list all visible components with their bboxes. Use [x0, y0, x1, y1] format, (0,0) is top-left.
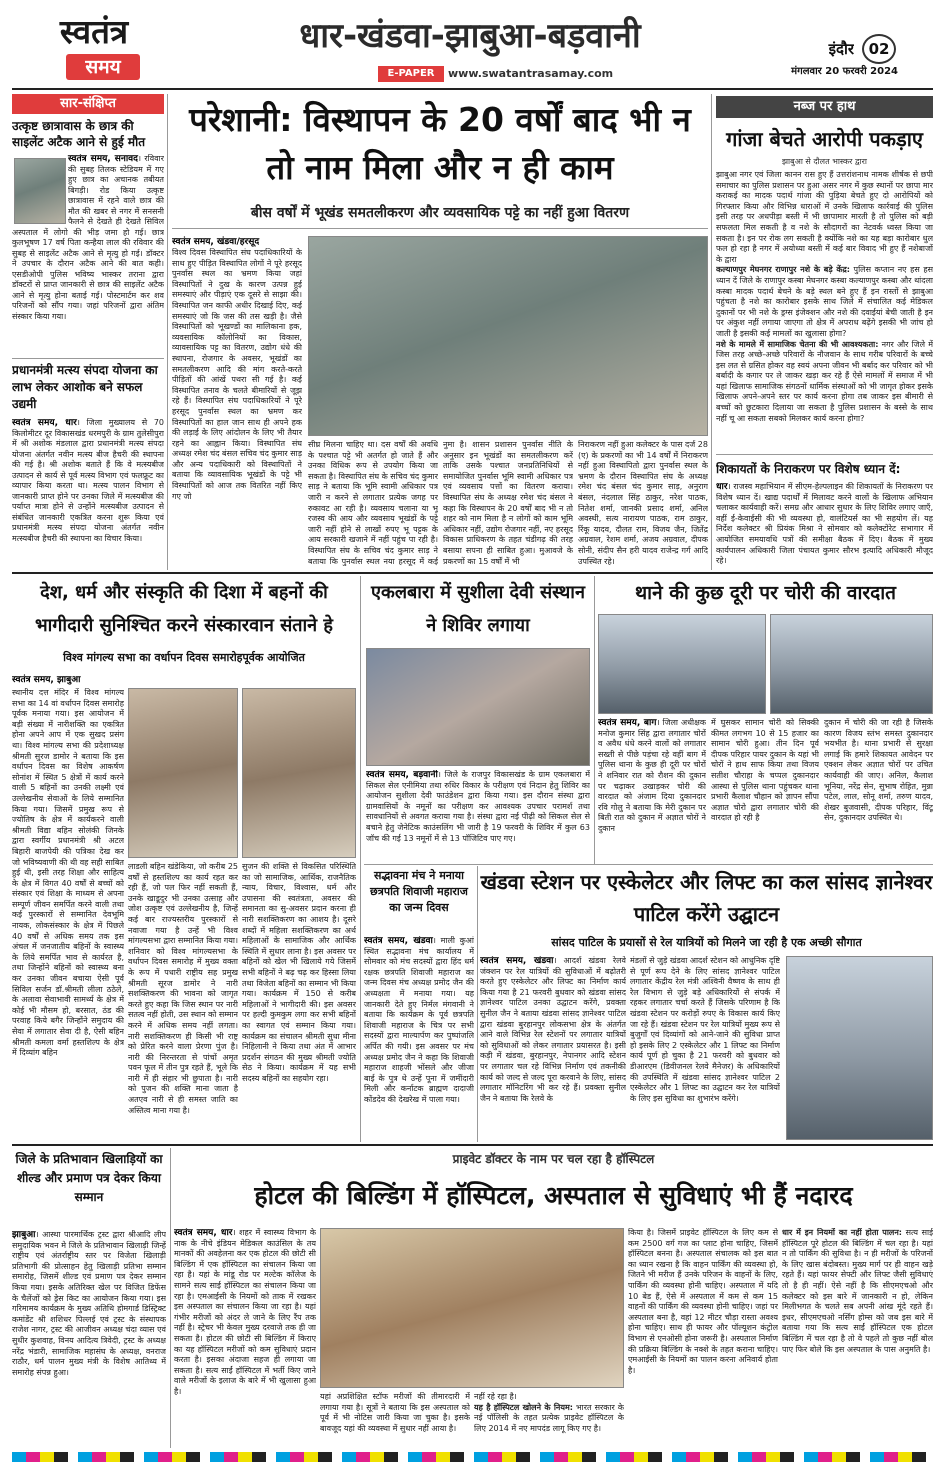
station-subhead: सांसद पाटिल के प्रयासों से रेल यात्रियों को मिलने जा रही है एक अच्छी सौगात	[551, 936, 862, 949]
women-col1: स्थानीय दत्त मंदिर में विश्व मांगल्य सभा का 14 वां वर्धापन दिवस समारोह पूर्वक मनाया गया। इस आयोजन में बड़ी संख्या में नारीशक्ति का एकत्रित होना अपने आप में एक सुखद प्रसंग था। विश्व मांगल्य सभा की प्रदेशाध्यक्ष श्रीमती सुरज डामोर ने बताया कि इस वर्धापन दिवस का विशेष आकर्षण सोनांश में स्थित 5 क्षेत्रों में कार्य करने वाली 5 बहिनों का उनकी लक्ष्मी एवं उल्लेखनीय सेवाओं के लिये सम्मानित किया गया। जिसमें प्रमुख रूप से ज्योतिष के क्षेत्र में कार्यकरने वाली श्रीमती विद्या बहिन सोलंकी जिनके द्वारा स्वर्गीय प्रधानमंत्री श्री अटल बिहारी बाजपेयी की पत्रिका देख कर जो भविष्यवाणी की थी वह सही साबित हुई थी, इसी तरह शिक्षा और साहित्य के क्षेत्र में विगत 40 वर्षों से बच्चों को संस्कार एवं शिक्षा के माध्यम से अपना सम्पूर्ण जीवन समर्पित करने वाली तथा कई पुरस्कारों से सम्मानित देवभूमि नायक, लोकसंस्कार के क्षेत्र में पिछले 40 वर्षों से अधिक समय तक इस अंचल में जनजातीय बहिनों के स्वास्थ्य के लिये समर्पित भाव से कार्यरत है, तथा जिन्होंने बहिनों को स्वास्थ्य बना कर उनका जीवन बचाया ऐसी पूर्व सिविल सर्जन डॉ.श्रीमती लीला ठठेले, के अलावा सेवाभावी सामर्थ्य के क्षेत्र में कोई भी मौसम हो, बरसात, ठंड की परवाह किये बगैर जिन्होंने समुदाय की सेवा में लगातार सेवा दी है, ऐसी बहिन श्रीमती कमला वर्मा हस्तशिल्प के क्षेत्र में दिव्यांग बहिन	[12, 688, 124, 1058]
escalator-photo	[786, 956, 933, 1140]
hospital-col5	[782, 1228, 933, 1448]
lead-rule	[172, 228, 708, 229]
crime-body3-lead: नशे के मामले में सामाजिक चेतना की भी आवश्यकता:	[716, 339, 879, 349]
sidebar-story1-body	[12, 154, 164, 354]
color-strip	[12, 1452, 933, 1462]
logo-top: स्वतंत्र	[59, 12, 129, 51]
crime-label: नब्ज पर हाथ	[716, 96, 933, 118]
theft-col1-text: । जिला अधीक्षक मनोज कुमार सिंह द्वारा लगातार चोरों व अवैध धंधे करने वालों को लगातार सख्ती से पीछे पड़ंचा रहे वहीं बाग में पुलिस थाना के कुछ ही दूरी पर चोरों ने शनिवार रात को रौशन की दुकान पर चढ़ाकर उखाड़कर चोरी की वारदात को अंजाम दिया दुकानदार रवि गोलु ने बताया कि मेरी दुकान पर बिती रात को दुकान में अज्ञात चोरों ने दुकान	[598, 718, 706, 833]
sports-body	[12, 1230, 166, 1448]
crime-body1: झाबुआ नगर एवं जिला कानन रास हुए हैं उत्तरांशनाथ नामक शीर्षक से छपी समाचार का पुलिस प्रशासन पर हुआ असर नगर में कुछ स्थानों पर छापा मार कराकई का मादक पदार्थ गांजा की पुड़िया बेचते हुए दो आरोपियों को गिरफ्तार किया और विभिन्न धाराओं में उनके खिलाफ कार्रवाई की पुलिस इसी तरह पर अधपीड़ा बस्ती में भी छापामार मारती है तो पुलिस को बड़ी सफलता मिल सकती है व नशे के सौदागरों का नेटवर्क ध्वस्त किया जा सकता है। इन पर रोक लग सकती है क्योंकि नशे का यह बड़ा कारोबार धुल फल हो रहा है नगर में अयोध्या बस्ती में कई बार विवाद भी हुए हैं नशेबाजों के द्वारा	[716, 170, 933, 264]
ekalbara-photo	[366, 648, 590, 766]
shivaji-vrule	[477, 866, 478, 1142]
theft-byline: स्वतंत्र समय, बाग	[598, 718, 657, 728]
theft-divider	[480, 864, 933, 865]
lead-photo	[308, 236, 708, 436]
women-photo-audience	[242, 688, 356, 858]
hospital-col3	[474, 1392, 624, 1448]
row2-rule	[12, 1144, 933, 1146]
lead-col4: निराकरण नहीं हुआ कलेक्टर के पास दर्ज 28 (ए) के प्रकरणों का भी 14 वर्षों में निराकरण नहीं हुआ विस्थापितो द्वारा पुनर्वास स्थल के भ्रमण के दौरान विस्थापित संघ के अध्यक्ष रमेश चंद बंसल चंद कुमार साड़, अनुराग बंसल, नंदलाल सिंह ठाकुर, नरेश पाठक, नितेश शर्मा, जानकी प्रसाद शर्मा, अनिल अवस्थी, सत्य नारायण पाठक, राम ठाकुर, रिंकू यादव, दौलत राम, विजय जैन, जितेंद्र अग्रवाल, रेशम शर्मा, अजय अग्रवाल, दीपक सोनी, संदीप सैन हरी यादव राजेन्द्र गर्ग आदि उपस्थित रहे।	[578, 440, 708, 566]
station-col1	[480, 956, 626, 1140]
crime-body3: नगर और जिले में जिस तरह अच्छे-अच्छे परिवारों के नौजवान के साथ गरीब परिवारों के बच्चे इस लत से ग्रसित होकर वह स्वयं अपना जीवन भी बर्बाद कर परिवार को भी बर्बादी के कगार पर ले जाकर खड़ा कर रहे हैं ऐसे मामलों में समाज में भी यहां खिलाफ सामाजिक संगठनों धार्मिक संस्थाओं को भी जागृत होकर इसके खिलाफ अपने-अपने स्तर पर कार्य करना होगा तब जाकर इस बीमारी से बच्चों को छुटकारा दिलाया जा सकता है पुलिस प्रशासन के बस्से के साथ नहीं चू आ सकता सबको मिलकर कार्य करना होगा?	[716, 339, 933, 423]
station-col2: मंडलों से जुड़े खंडवा आदर्श स्टेशन को आधुनिक दृष्टि से पूर्ण रूप देने के लिए सांसद ज्ञानेश्वर पाटिल लगातार केंद्रीय रेल मंत्री अश्विनी वैष्णव के साथ ही रेल विभाग से जुड़े बड़े अधिकारियों से संपर्क में रहकर लगातार चर्चा करते हैं जिसके परिणाम है कि खंडवा स्टेशन पर करोड़ों रुपए के विकास कार्य किए जा रहे हैं। खंडवा स्टेशन पर रेल यात्रियों मुख्य रूप से बुजुर्गों एवं दिव्यांगों को आने-जाने की सुविधा प्राप्त हो इसके लिए 2 एस्केलेटर और 1 लिफ्ट का निर्माण कार्य पूर्ण हो चुका है 21 फरवरी को बुधवार को डीआरएम (डिवीजनल रेलवे मैनेजर) के अधिकारियों की उपस्थिति में खंडवा सांसद ज्ञानेश्वर पाटिल 2 एस्केलेटर और 1 लिफ्ट का उद्घाटन कर रेल यात्रियों के लिए इस सुविधा का शुभारंभ करेंगे।	[630, 956, 780, 1103]
ekalbara-vrule	[594, 576, 595, 864]
station-headline: खंडवा स्टेशन पर एस्केलेटर और लिफ्ट का कल सांसद ज्ञानेश्वर पाटिल करेंगे उद्घाटन	[480, 870, 933, 926]
lead-col3: नुमा है। शासन प्रशासन पुनर्वास नीति के अनुसार इन भूखंडों का समतलीकरण करें ताकि उसके पश्चात जनप्रतिनिधियों से समायोजित पुनर्वास भूमि स्वामी अधिकार पत्र एवं व्यवसाय पत्तों का वितरण कराया। विस्थापित संघ के अध्यक्ष रमेश चंद बंसल ने कहा कि विस्थापन के 20 वर्षों बाद भी न तो शहर को नाम मिला है न लोगों को काम भूमि अधिकार नहीं, उद्योग रोजगार नहीं, नए हरसूद विकास प्राधिकरण के तहत चंडीगढ़ की तरह बसाया सपना ही साबित हुआ। मुआवजे के प्रकरणों का 15 वर्षों में भी	[443, 440, 573, 566]
lead-col2: सीघ्र मिलना चाहिए था। दस वर्षों की अवधि के पश्चात पट्टे भी अतर्गत हो जाते हैं और उनका विधिक रूप से उपयोग किया जा सकता है। विस्थापित संघ के सचिव चंद कुमार साड़ ने बताया कि भूमि स्वामी अधिकार पत्र जारी न करने से लगातार प्रत्येक जगह पर रुकावट आ रही है। व्यवसाय चलाना या भू रजस्व की आय और व्यवसाय भूखंडों के पट्टे जारी नहीं होने से लाखों रुपए भू पट्टक के आय सरकारी खजाने में नहीं पहुंच पा रही है। विस्थापित संघ के सचिव चंद कुमार साड़ ने बताया कि पुनर्वास स्थल नया हरसूद में कई	[308, 440, 438, 566]
sidebar-story1-headline: उत्कृष्ट छात्रावास के छात्र की साइलेंट अटैक आने से हुई मौत	[12, 119, 146, 149]
sidebar-story2-byline: स्वतंत्र समय, धार	[12, 418, 77, 428]
theft-col3: दुकान में चोरी की जा रही है जिसके कारण विजय स्तंभ समस्त दुकानदार भयभीत है। थाना प्रभारी से सुरक्षा लगाई कि हमारे शिकायत आवेदन पर एक्शन लेकर अज्ञात चोरों पर उचित कार्यवाही की जाए। अनिल, कैलाश भूनिया, नरेंद्र सेन, सुभाष रोहित, मुन्ना पटेल, लाल, सोनू शर्मा, तरुण यादव, शेखर बुजवासी, दीपक परिहार, विंटू सेन, दुकानदार उपस्थित थे।	[824, 718, 933, 823]
sports-vrule	[170, 1148, 171, 1448]
crime-byline: झाबुआ से दौलत भास्कर द्वारा	[782, 157, 867, 166]
row1-rule	[12, 572, 933, 574]
lead-col1: विश्व दिवस विस्थापित संघ पदाधिकारियों के साथ हुए पीड़ित विस्थापित लोगों ने पूरे हरसूद पुनर्वास स्थल का भ्रमण किया जहां विस्थापितों ने दुख के कारण उत्पन्न हुई समस्याएं और पीड़ाएं एक दूसरे से साझा की। विस्थापित जन काफी अधीर दिखाई दिए, कई समस्याएं जो कि जस की तस खड़ी है। जैसे विस्थापितों को भूखण्डों का मालिकाना हक, व्यवसायिक कॉलोनियों का विकास, व्यावसायिक पट्ट का वितरण, उद्योग धंधे की स्थापना, रोजगार के अवसर, भूखंडों का समतलीकरण आदि की मांग करते-करते पीड़ितों की आंखें पथरा सी गई है। कई विस्थापित तनाव के चलते बीमारियों से जूझ रहे हैं। विस्थापित संघ पदाधिकारियों ने पूरे हरसूद पुनर्वास स्थल का भ्रमण कर विस्थापितों का हाल जान साथ ही अपने हक की लड़ाई के लिए आंदोलन के लिए भी तैयार रहने का आह्वान किया। विस्थापित संघ अध्यक्ष रमेश चंद बंसल सचिव चंद कुमार साड़ और अन्य पदाधिकारी को विस्थापितों ने बताया कि व्यावसायिक भूखंडों के पट्टे भी विस्थापितों को आज तक वितरित नहीं किए गए जो	[172, 248, 302, 501]
complaint-text: । राजस्व महाभियान में सीएम-हेल्पलाइन की शिकायतों के निराकरण पर विशेष ध्यान दें। खाद्य पदार्थों में मिलावट करने वालों के खिलाफ अभियान चलाकर कार्यवाही करें। समग्र और आधार सुधार के लिए शिविर लगाए जाएँ, वहीं ई-केवाईसी की भी व्यवस्था हो, वालंटियर्स का भी सहयोग लें। यह निर्देश कलेक्टर श्री प्रियंक मिश्रा ने सोमवार को कलेक्टोरेट सभागार में आयोजित समयावधि पत्रों की समीक्षा बैठक में दिए। बैठक में मुख्य कार्यपालन अधिकारी जिला पंचायत कुमार सौरभ इत्यादि अधिकारी मौजूद रहे।	[716, 482, 933, 566]
theft-col2: में घुसकर सामान चोरी को सिक्की कीमत लगभग 10 से 15 हजार का सामान चोरी हुआ। तीन दिन पूर्व दीपक परिहार पायर दुकान के यहां भी चोरों ने हाथ साफ किया तथा विजय सतीश चौराहा के चप्पल दुकानदार आस्था से पुलिस थाना पहुंचकर थाना प्रभारी कैलाश चौहान को ज्ञापन सौंपा अज्ञात चोरो द्वारा लगातार चोरी की वारदात हो रही है	[711, 718, 819, 823]
masthead	[0, 0, 945, 88]
sports-text: । आस्था पारमार्थिक ट्रस्ट द्वारा श्रीआदि लीप समुदायिक भवन मे जिले के प्रतिभावान खिलाड़ी जिन्हें राष्ट्रीय एवं अंतर्राष्ट्रीय स्तर पर विजेता खिलाड़ी प्रतिभागी की प्रोत्साहन हेतु खिलाड़ी प्रतिभा सम्मान समारोह, जिसमें शील्ड एवं प्रमाण पत्र देकर सम्मान किया गया। इसके अतिरिक्त खेल पर विजित डिफेंस के चैलेंजों को ड्रेस किट का आयोजन किया गया। इस गरिमामय कार्यक्रम के मुख्य अतिथि होमगार्ड डिस्ट्रिक्ट कमांडेंट श्री शशिधर पिल्लई एवं ट्रस्ट के संस्थापक राजेश नागर, ट्रस्ट की आजीवन अध्यक्ष चंदा व्यास एवं सुधीर कुशवाह, विनय आदित्य त्रिवेदी, ट्रस्ट के अध्यक्ष नरेंद्र भंडारी, सामाजिक महासंघ के अध्यक्ष, वनराज राठौर, धर्म पालन मुख्य मंत्री के विशेष आतिथ्य में समारोह संपन्न हुआ।	[12, 1230, 166, 1377]
lead-byline: स्वतंत्र समय, खंडवा/हरसूद	[172, 237, 260, 247]
hospital-col2: यहां अप्रशिक्षित स्टॉफ मरीजों की तीमारदारी में लगाया गया है। सूत्रों ने बताया कि इस अस्पताल को पूर्व में भी नोटिस जारी किया जा चुका है। इसके बावजूद यहां की व्यवस्था में सुधार नहीं आया है।	[320, 1392, 470, 1433]
page-number: 02	[862, 34, 896, 64]
women-subhead: विश्व मांगल्य सभा का वर्धापन दिवस समारोहपूर्वक आयोजित	[63, 651, 305, 664]
ekalbara-body	[366, 770, 590, 862]
hospital-col3-text: नहीं रहे रहा है।	[474, 1392, 517, 1401]
hospital-col5-text: सत्य साई हॉस्पिटल पूरे होटल की बिल्डिंग में चल रहा है। यहां न तो पार्किंग की सुविधा है। न ही मरीजों के परिजनों के लिए खास बंदोबस्त। मुख्य मार्ग पर ही वाहन खड़े रहते हैं। यहां फायर सेफ्टी और लिफ्ट जैसी सुविधाएं तो है ही नहीं। ऐसे नहीं है कि सीएमएचओ और कलेक्टर को इस बारे में जानकारी न हो, लेकिन मिलीभगत के चलते सब अपनी आंख मूंदे रहते हैं। इधर, सीएमएचओ नर्सिंग होम्स को जब इस बारे में बताया गया कि सत्य साईं हॉस्पिटल एक होटल बिल्डिंग में चल रहा है तो वे पहले तो कुछ नहीं बोल पाए फिर बोले कि इस अस्पताल के पास अनुमति है।	[782, 1228, 933, 1354]
complaint-byline: धार	[716, 482, 728, 492]
theft-photo-right	[770, 614, 933, 714]
shivaji-headline: सद्भावना मंच ने मनाया छत्रपति शिवाजी महाराज का जन्म दिवस	[370, 869, 468, 914]
sidebar-story2-headline: प्रधानमंत्री मत्स्य संपदा योजना का लाभ लेकर आशोक बने सफल उद्यमी	[12, 363, 158, 411]
hospital-col3-body: भारत सरकार के नई पॉलिसी के तहत प्रत्येक प्राइवेट हॉस्पिटल के लिए 2014 में नए मापदंड लागू किए गए है।	[474, 1402, 624, 1433]
hospital-headline: होटल की बिल्डिंग में हॉस्पिटल, अस्पताल से सुविधाएं भी हैं नदारद	[254, 1181, 853, 1210]
women-col3: सुजन की शक्ति से विकसित परिस्थिति का जो सामाजिक, आर्थिक, राजनैतिक न्याय, विचार, विश्वास, धर्म और उपासना की स्वतंत्रता, अवसर की समानता का सु-अवसर प्रदान करना ही नारी सशक्तिकरण का आशय है। दूसरे शब्दों में महिला सशक्तिकरण का अर्थ महिलाओं के सामाजिक और आर्थिक स्थिति में सुधार लाना है। इस अवसर पर बहिनों को खेल भी खिलाये गये जिसमें सभी बहिनों ने बढ़ चढ़ कर हिस्सा लिया तथा विजेता बहिनों का सम्मान भी किया गया। कार्यक्रम में 150 से करीब महिलाओं ने भागीदारी की। इस अवसर पर हल्दी कुमकुम लगा कर सभी बहिनों का स्वागत एवं सम्मान किया गया। कार्यक्रम का संचालन श्रीमती सुधा मीना निहिलानी ने किया तथा अंत में आभार प्रदर्शन संगठन की मुख्य श्रीमती ज्योति सेठ ने किया। कार्यक्रम में यह सभी सदस्य बहिनों का सहयोग रहा।	[242, 862, 356, 1083]
theft-photo-left	[598, 614, 766, 714]
edition-title: धार-खंडवा-झाबुआ-बड़वानी	[299, 16, 641, 56]
sidebar-story2-text: । जिला मुख्यालय से 70 किलोमीटर दूर विकासखंड धरमपुरी के ग्राम तुलेसीपुरा में श्री अशोक मंडलाल द्वारा प्रधानमंत्री मत्स्य संपदा योजना अंतर्गत नवीन मत्स्य बीज हैचरी की स्थापना की गई है। श्री अशोक बताते हैं कि वे मत्स्यबीज उत्पादन से कार्य से पूर्व मत्स्य विभाग एवं फलफ्रूट का व्यापार किया करता था। मत्स्य पालन विभाग से जानकारी प्राप्त होने पर उनका जिले में मत्स्यबीज की पर्याप्त मात्रा होने से उन्होंने मत्स्यबीज उत्पादन से संबंधित जानकारी एकत्रित करना शुरू किया एवं प्रधानमंत्री मत्स्य संपदा योजना अंतर्गत नवीन मत्स्यबीज हैचरी की स्थापना का विचार किया।	[12, 418, 164, 543]
station-byline: स्वतंत्र समय, खंडवा	[480, 956, 554, 966]
hospital-col1	[174, 1228, 316, 1448]
site-url[interactable]: www.swatantrasamay.com	[448, 67, 614, 80]
sidebar-story1-text: । रविवार की सुबह तिलक स्टेडियम में गए हुए छात्र का अचानक तबीयत बिगड़ी। रोड किया उत्कृष्ट छात्रावास में रहने वाले छात्र की मौत की खबर से नगर में सनसनी फैलने से देखते ही देखते सिविल अस्पताल में लोगो की भीड़ जमा हो गई। छात्र कुलभूषण 17 वर्ष पिता कन्हैया लाल की रविवार की सुबह से साइलेंट अटैक आने से मृत्यु हो गई। डॉक्टर ने उपचार के दौरान अटैक आने की बात कही। एसडीओपी पुलिस भविष्य भास्कर तराना द्वारा डॉक्टरों से प्राप्त जानकारी से छात्र की साइलेंट अटैक आने से मृत्यु होना बताई गई। पोस्टमार्टम कर शव परिजनों को सौंप गया। जहां परिजनों द्वारा अंतिम संस्कार किया गया।	[12, 154, 164, 321]
lead-subhead: बीस वर्षों में भूखंड समतलीकरण और व्यवसायिक पट्टे का नहीं हुआ वितरण	[250, 205, 630, 221]
women-headline: देश, धर्म और संस्कृति की दिशा में बहनों की भागीदारी सुनिश्चित करने संस्कारवान संताने हे	[34, 582, 333, 636]
women-photo-speaker	[128, 688, 238, 858]
issue-date: मंगलवार 20 फरवरी 2024	[791, 66, 898, 77]
city-name: इंदौर	[828, 40, 854, 58]
epaper-label: E-PAPER	[378, 66, 444, 82]
hospital-col5-lead: धार में इन नियमों का नहीं होता पालन:	[782, 1228, 902, 1237]
shivaji-byline: स्वतंत्र समय, खंडवा	[364, 936, 433, 946]
shivaji-text: । माली कुआं स्थित सद्भावना मंच कार्यालय में सोमवार को मंच सदस्यों द्वारा हिंद धर्म रक्षक छत्रपति शिवाजी महाराज का जन्म दिवस मंच अध्यक्ष प्रमोद जैन की अध्यक्षता में मनाया गया। यह जानकारी देते हुए निर्मल मंगवानी ने बताया कि कार्यक्रम के पूर्व छत्रपति शिवाजी महाराज के चित्र पर सभी सदस्यों द्वारा माल्यार्पण कर पुष्पांजलि अर्पित की गयी। इस अवसर पर मंच अध्यक्ष प्रमोद जैन ने कहा कि शिवाजी महाराज शाहजी भोंसले और जीजा बाई के पुत्र थे उन्हें पूना में जमींदारी मिली और कर्नाटक ब्राह्मण दादाजी कोंडदेव की देखरेख में पाला गया।	[364, 936, 474, 1104]
crime-body2: पुलिस कप्तान नए हस हस ध्यान दें जिले के राणापुर कस्बा मेघनगर कस्बा कल्याणपुर कस्बा और थांदला कस्बा मादक पदार्थ बेचने के बड़े स्थल बने हुए हैं इन रास्तों से झाबुआ पहुंचता है नशे का कारोबार इसके साथ जिले में संचालित कई मेडिकल दुकानों पर भी नशे के ड्रग्स इंजेक्शन और नशे की दवाईयां बेची जाती है इन पर अंकुश नहीं लगाया जाएगा तो क्षेत्र में अपराध बढ़ेंगे इसकी भी जांच हो जाती है इसकी कई मामलों का खुलासा होगा?	[716, 265, 933, 338]
logo	[28, 12, 160, 82]
logo-bottom: समय	[66, 54, 140, 80]
sports-byline: झाबुआ	[12, 1230, 36, 1240]
crime-divider	[716, 454, 933, 455]
hospital-photo	[320, 1228, 624, 1388]
hospital-col1-text: । शहर में स्वास्थ्य विभाग के नाक के नीचे इंडियन मेडिकल काउंसिल के तय मानकों की अवहेलना कर एक होटल की छोटी सी बिल्डिंग में एक हॉस्पिटल का संचालन किया जा रहा है। यहां के मांडू रोड पर मल्टेक कॉलेज के सामने सत्य साई हॉस्पिटल का संचालन किया जा रहा है। एमआईसी के नियमों को ताक में रखकर इस अस्पताल का संचालन किया जा रहा है। यहां गंभीर मरीजों को अंदर ले जाने के लिए रैंप तक नहीं है। स्ट्रेचर भी केवल मुख्य दरवाजे तक ही जा सकता है। होटल की छोटी सी बिल्डिंग में किराए का यह हॉस्पिटल मरीजों को कम सुविधाएं प्रदान करता है। इसका अंदाजा सहज ही लगाया जा सकता है। सत्य साईं हॉस्पिटल में भर्ती किए जाने वाले मरीजों के इलाज के बारे में भी खुलासा हुआ है।	[174, 1228, 316, 1396]
sidebar-vrule	[167, 94, 168, 570]
crime-body	[716, 170, 933, 452]
lead-headline: परेशानी: विस्थापन के 20 वर्षों बाद भी न तो नाम मिला और न ही काम	[189, 100, 691, 187]
women-vrule	[360, 576, 361, 1142]
women-col2: लाडली बहिन खंडेकिया, जो करीब 25 वर्षों से हस्तशिल्प का कार्य रहत कर रही हैं, जो पल फिर नहीं सकती हैं, उनके खाडूदुर भी उनका उत्साह और जोश उत्कृष्ट एवं उल्लेखनीय है, जिन्हें कई बार राज्यस्तरीय पुरस्कारों से नवाजा गया है उन्हें भी विश्व मांगल्यसभा द्वारा सम्मानित किया गया। शनिवार को विश्व मांगल्यसभा के वर्धापन दिवस समारोह में मुख्य वक्ता के रूप में पधारी राष्ट्रीय सह प्रमुख श्रीमती सूरज डामोर ने नारी सशक्तिकरण की भावना को जागृत करते हुए कहा कि जिस स्थान पर नारी सतत्व नहीं होती, उस स्थान को सम्मान करने में अधिक समय नहीं लगता। नारी सशक्तिकरण ही किसी भी राष्ट्र को प्रेरित करने वाला प्रेरणा पुंज है। नारी की निरन्तरता से पांचों अमृत पवन फूल में तीन पुत्र रहते हैं, भूले कि नारी में ही संहार भी छुपाता है। नारी को पुजन की शक्ति माना जाता है अतएव नारी से ही समस्त जाति का अस्तित्व माना गया है।	[128, 862, 238, 1115]
shivaji-body	[364, 936, 474, 1140]
sidebar-story1-byline: स्वतंत्र समय, सनावद	[68, 154, 138, 164]
women-byline: स्वतंत्र समय, झाबुआ	[12, 675, 81, 685]
sports-headline: जिले के प्रतिभावान खिलाड़ियों का शील्ड और प्रमाण पत्र देकर किया सम्मान	[15, 1152, 163, 1204]
sidebar-label: सार-संक्षिप्त	[12, 94, 164, 114]
hospital-col4: किया है। जिसमें प्राइवेट हॉस्पिटल के लिए कम से कम 2500 वर्ग गज का प्लाट होना चाहिए, जिसमें हॉस्पिटल बनना है। अस्पताल संचालक को इस बात का ध्यान रखना है कि वाहन पार्किंग की व्यवस्था हो, जितने भी मरीज हैं उनके परिजन के वाहनों के लिए, पार्किंग की व्यवस्था होनी चाहिए। अस्पताल में यदि 10 बेड हैं, ऐसे में अस्पताल में कम से कम 15 वाहनों की पार्किंग की व्यवस्था होनी चाहिए। जहां पर अस्पताल बना है, वहां 12 मीटर चौड़ा रास्ता अवश्य होना चाहिए। साथ ही फायर और पॉल्यूशन कंट्रोल विभाग से एनओसी होना जरूरी है। अस्पताल निर्माण की प्रक्रिया बिल्डिंग के नक्शे के तहत कराना चाहिए। एमआईसी के नियमों का पालन करना अनिवार्य होता है।	[628, 1228, 778, 1375]
hospital-kicker: प्राइवेट डॉक्टर के नाम पर चल रहा है हॉस्पिटल	[452, 1152, 655, 1166]
sidebar	[12, 94, 164, 570]
theft-headline: थाने की कुछ दूरी पर चोरी की वारदात	[635, 582, 896, 604]
sidebar-story1-float	[12, 154, 68, 226]
ekalbara-text: । जिले के राजपुर विकासखंड के ग्राम एकलबारा में सिकल सेल एनीमिया तथा रुधिर विकार के परीक्षण एवं निदान हेतु शिविर का आयोजन सुशीला देवी फाउंडेशन द्वारा किया गया। इस दौरान संस्था द्वारा ग्रामवासियों के नमूनों का परीक्षण कर आवश्यक उपचार परामर्श तथा सावधानियों से अवगत कराया गया है। संस्था द्वारा नई पीढ़ी को सिकल सेल से बचाने हेतु जेनेटिक काउंसलिंग भी जारी है 19 फरवरी के शिविर में कुल 63 जॉच की गई 13 नमूनों में से 13 पॉजिटिव पाए गए।	[366, 770, 590, 843]
theft-col1	[598, 718, 706, 862]
complaint-body	[716, 482, 933, 568]
ekalbara-headline: एकलबारा में सुशीला देवी संस्थान ने शिविर लगाया	[371, 582, 585, 636]
hospital-byline: स्वतंत्र समय, धार	[174, 1228, 233, 1238]
complaint-headline: शिकायतों के निराकरण पर विशेष ध्यान दें:	[716, 462, 901, 476]
lead-vrule	[711, 94, 712, 570]
sidebar-story2-body	[12, 418, 164, 568]
crime-body2-lead: कल्याणपुर मेघनगर राणापुर नशे के बड़े केंद्र:	[716, 265, 850, 275]
station-col1-text: । आदर्श खंडवा रेलवे जंक्शन पर रेल यात्रियों की सुविधाओं में बढ़ोतरी करते हुए एस्केलेटर और लिफ्ट का निर्माण कार्य किया गया है 21 फरवरी बुधवार को खंडवा सांसद ज्ञानेश्वर पाटिल उनका उद्घाटन करेंगे, प्रवक्ता सुनील जैन ने बताया खंडवा सांसद ज्ञानेश्वर पाटिल द्वारा खंडवा बुरहानपुर लोकसभा क्षेत्र के अंतर्गत आने वाले विभिन्न रेल स्टेशनों पर लगातार यात्रियों को सुविधाओं को लेकर लगातार प्रयासरत है। इसी कड़ी में खंडवा, बुरहानपुर, नेपानगर आदि स्टेशन पर लगातार चल रहे विभिन्न निर्माण एवं तकनीकी कार्य को जल्द से जल्द पूरा करवाने के लिए, सांसद लगातार मॉनिटरिंग भी कर रहे हैं। प्रवक्ता सुनील जैन ने बताया कि रेलवे के	[480, 956, 626, 1103]
hospital-col3-lead: यह है हॉस्पिटल खोलने के नियम:	[474, 1402, 573, 1412]
ekalbara-byline: स्वतंत्र समय, बड़वानी	[366, 770, 438, 780]
crime-headline: गांजा बेचते आरोपी पकड़ाए	[726, 127, 923, 151]
masthead-rule	[12, 88, 933, 90]
sidebar-divider	[12, 358, 164, 359]
